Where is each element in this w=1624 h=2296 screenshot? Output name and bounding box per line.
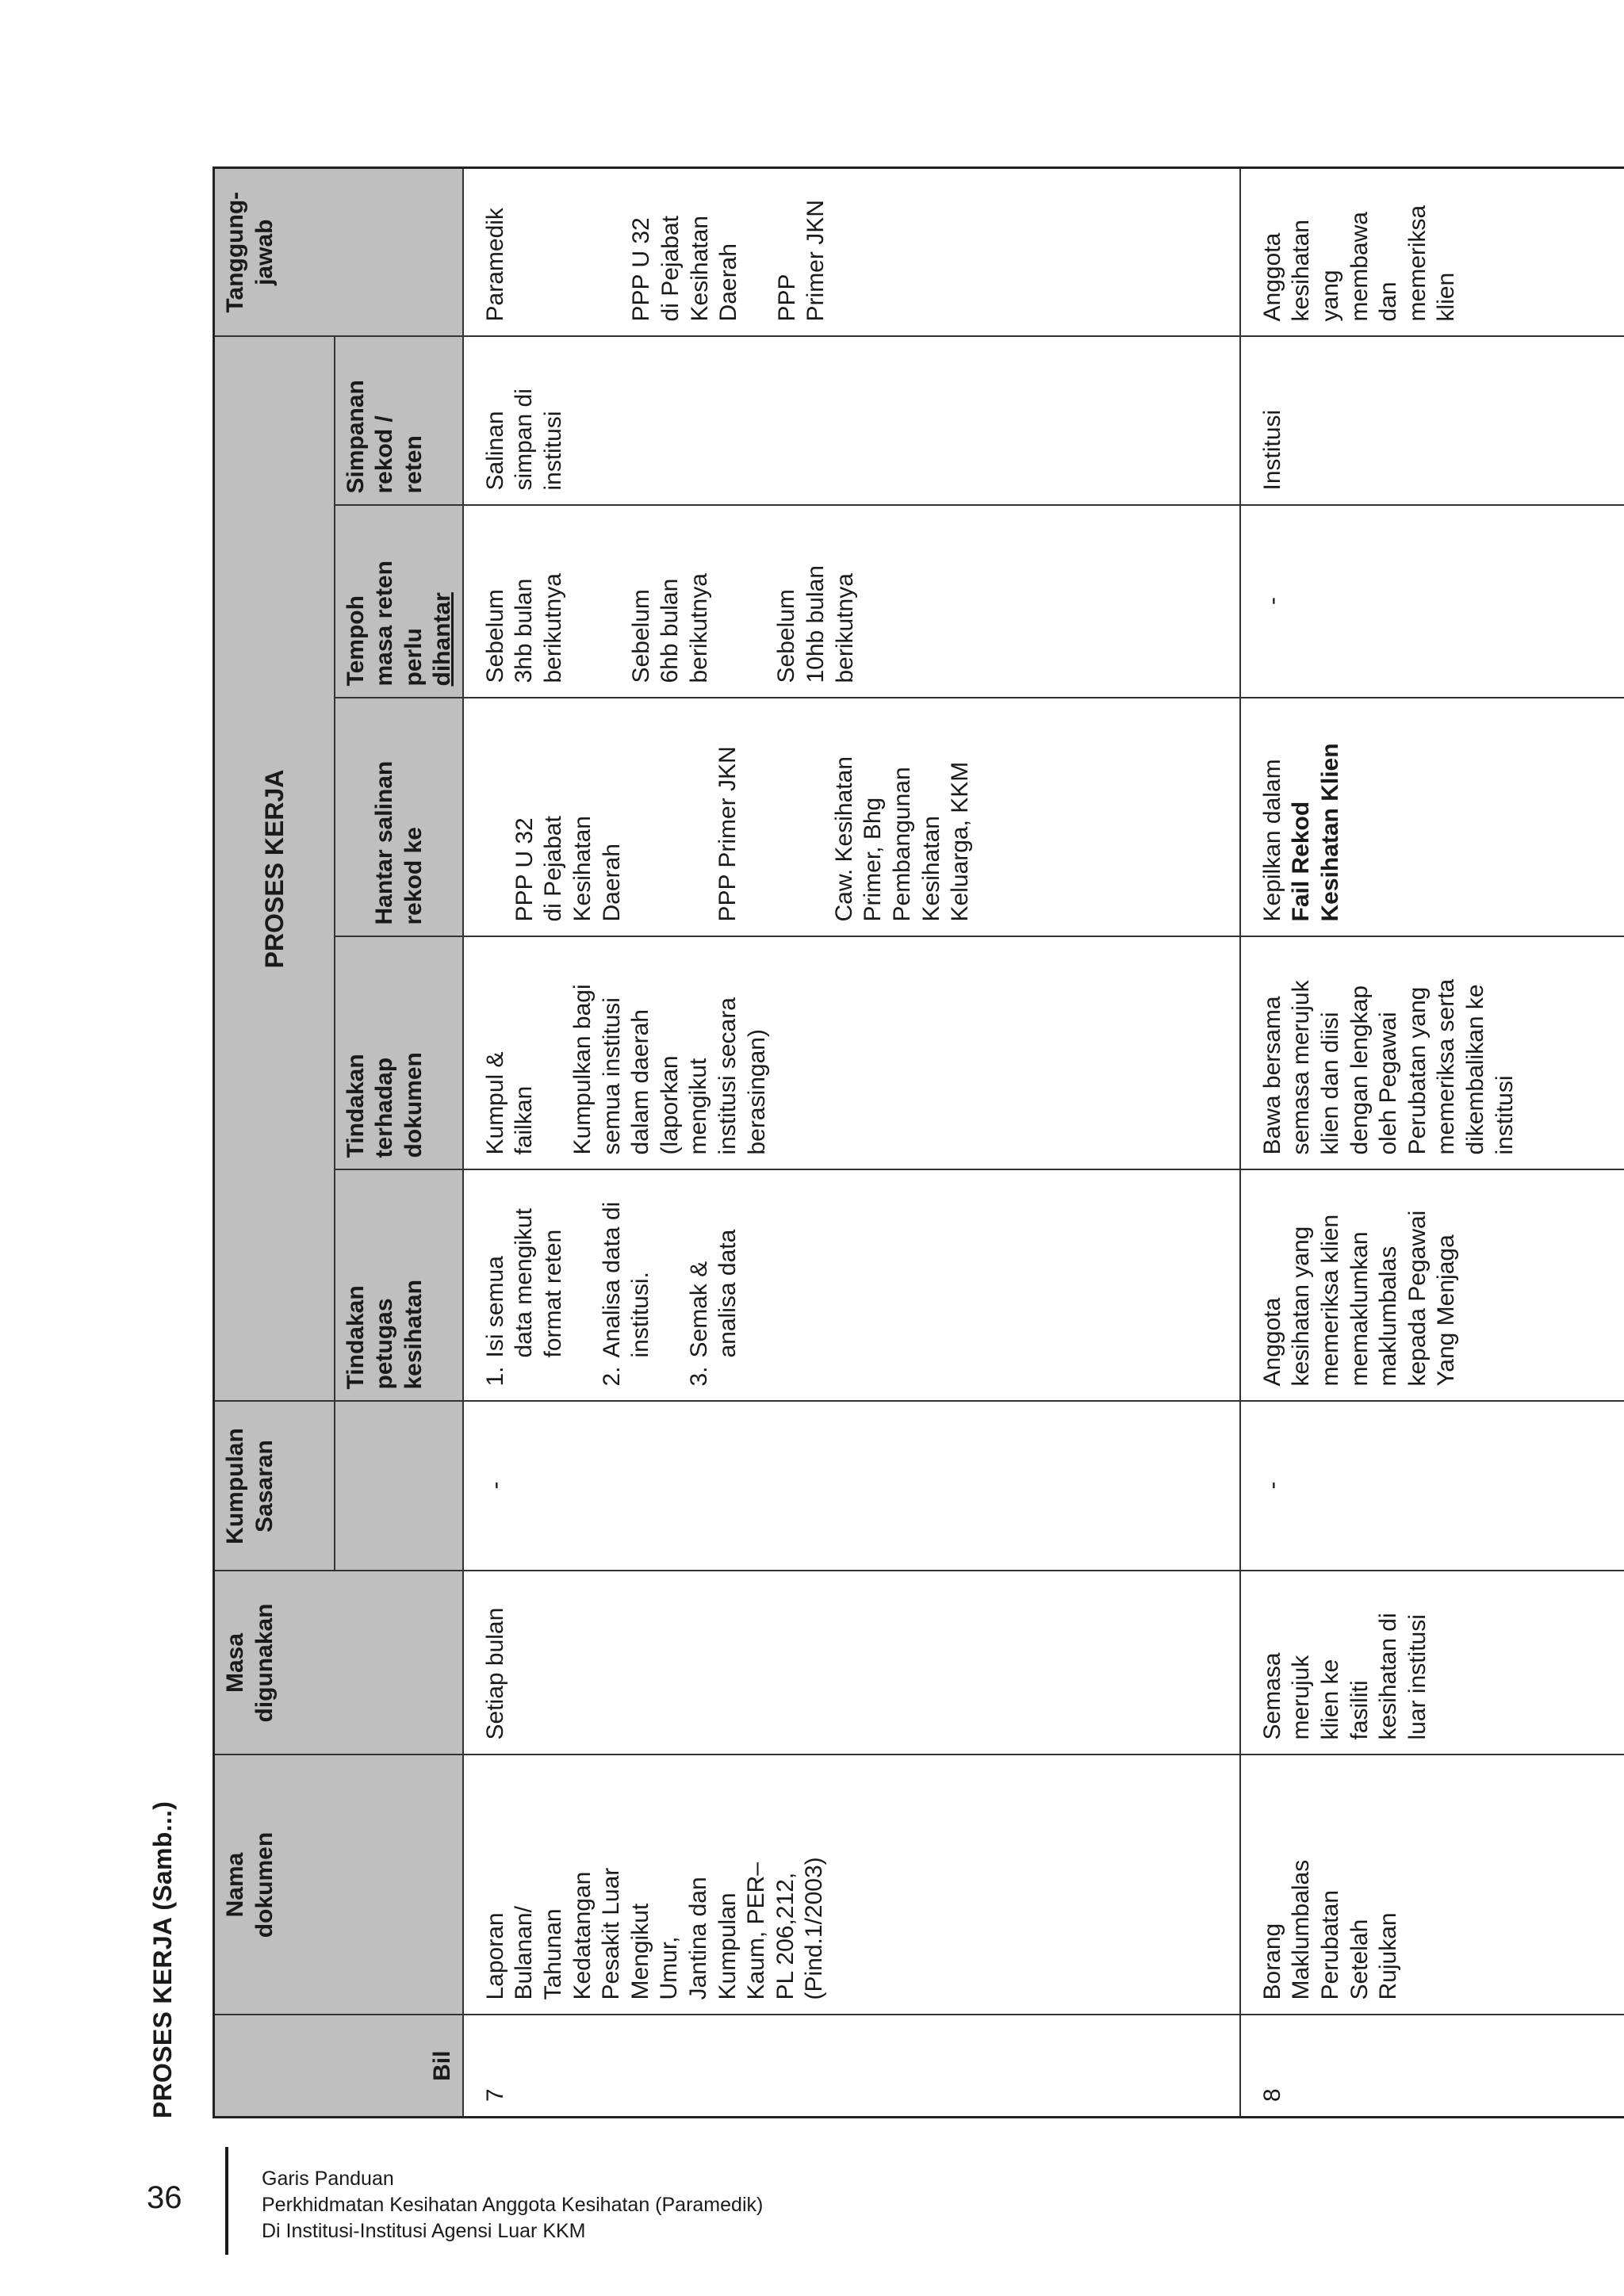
section-title: PROSES KERJA (Samb...) (148, 1800, 177, 2118)
header-tempoh-masa-reten: Tempoh masa reten perlu dihantar (335, 506, 463, 698)
cell-tanggungjawab: Anggota kesihatan yang membawa dan memeriksa klien (1240, 167, 1624, 336)
table-row (1240, 167, 1624, 2117)
cell-bil: 8 (1240, 2015, 1624, 2118)
cell-bil: 7 (463, 2015, 1240, 2118)
header-bil: Bil (214, 2015, 463, 2118)
cell-tindakan-dokumen: Bawa bersama semasa merujuk klien dan diisi dengan lengkap oleh Pegawai Perubatan yang memeriksa serta dikembalikan ke institusi (1240, 937, 1624, 1170)
header-hantar-salinan: Hantar salinan rekod ke (335, 698, 463, 937)
cell-nama-dokumen: Laporan Bulanan/ Tahunan Kedatangan Pesakit Luar Mengikut Umur, Jantina dan Kumpulan Kaum, PER– PL 206,212, (Pind.1/2003) (463, 1755, 1240, 2015)
header-tindakan-dokumen: Tindakan terhadap dokumen (335, 937, 463, 1170)
header-nama-dokumen: Nama dokumen (214, 1755, 463, 2015)
proses-kerja-table (213, 166, 1624, 2118)
header-masa-digunakan: Masa digunakan (214, 1571, 463, 1755)
header-proses-kerja: PROSES KERJA (214, 336, 335, 1401)
cell-kumpulan-sasaran: - (463, 1402, 1240, 1571)
list-item: 1. Isi semua data mengikut format reten (481, 1208, 567, 1387)
cell-tindakan-petugas (463, 1170, 1240, 1402)
header-simpanan-rekod: Simpanan rekod / reten (335, 336, 463, 505)
cell-hantar-salinan: Kepilkan dalam Fail Rekod Kesihatan Klien (1240, 698, 1624, 937)
page-number: 36 (147, 2180, 182, 2215)
cell-hantar-salinan: PPP U 32 di Pejabat Kesihatan Daerah PPP Primer JKN Caw. Kesihatan Primer, Bhg Pembangunan Kesihatan Keluarga, KKM (463, 698, 1240, 937)
cell-tempoh-masa-reten: Sebelum 3hb bulan berikutnya Sebelum 6hb bulan berikutnya Sebelum 10hb bulan berikutnya (463, 506, 1240, 698)
cell-masa-digunakan: Semasa merujuk klien ke fasiliti kesihatan di luar institusi (1240, 1571, 1624, 1755)
cell-kumpulan-sasaran: - (1240, 1402, 1624, 1571)
footer-divider (225, 2147, 228, 2255)
cell-nama-dokumen: Borang Maklumbalas Perubatan Setelah Rujukan (1240, 1755, 1624, 2015)
cell-tanggungjawab: Paramedik PPP U 32 di Pejabat Kesihatan Daerah PPP Primer JKN (463, 167, 1240, 336)
header-tanggungjawab: Tanggung- jawab (214, 167, 463, 336)
cell-masa-digunakan: Setiap bulan (463, 1571, 1240, 1755)
list-item: 3. Semak & analisa data (685, 1229, 741, 1387)
header-kumpulan-sasaran-cont (335, 1402, 463, 1571)
cell-simpanan-rekod: Salinan simpan di institusi (463, 336, 1240, 505)
cell-tempoh-masa-reten: - (1240, 506, 1624, 698)
cell-simpanan-rekod: Institusi (1240, 336, 1624, 505)
footer-line: Garis Panduan (262, 2168, 394, 2190)
footer-line: Di Institusi-Institusi Agensi Luar KKM (262, 2220, 586, 2242)
footer-text (262, 2166, 763, 2244)
header-tindakan-petugas: Tindakan petugas kesihatan (335, 1170, 463, 1402)
header-kumpulan-sasaran: Kumpulan Sasaran (214, 1402, 335, 1571)
table-row (463, 167, 1240, 2117)
footer-line: Perkhidmatan Kesihatan Anggota Kesihatan (Paramedik) (262, 2194, 764, 2216)
list-item: 2. Analisa data di institusi. (598, 1201, 654, 1387)
cell-tindakan-petugas: Anggota kesihatan yang memeriksa klien memaklumkan maklumbalas kepada Pegawai Yang Menjaga (1240, 1170, 1624, 1402)
cell-tindakan-dokumen: Kumpul & failkan Kumpulkan bagi semua institusi dalam daerah (laporkan mengikut institusi secara berasingan) (463, 937, 1240, 1170)
